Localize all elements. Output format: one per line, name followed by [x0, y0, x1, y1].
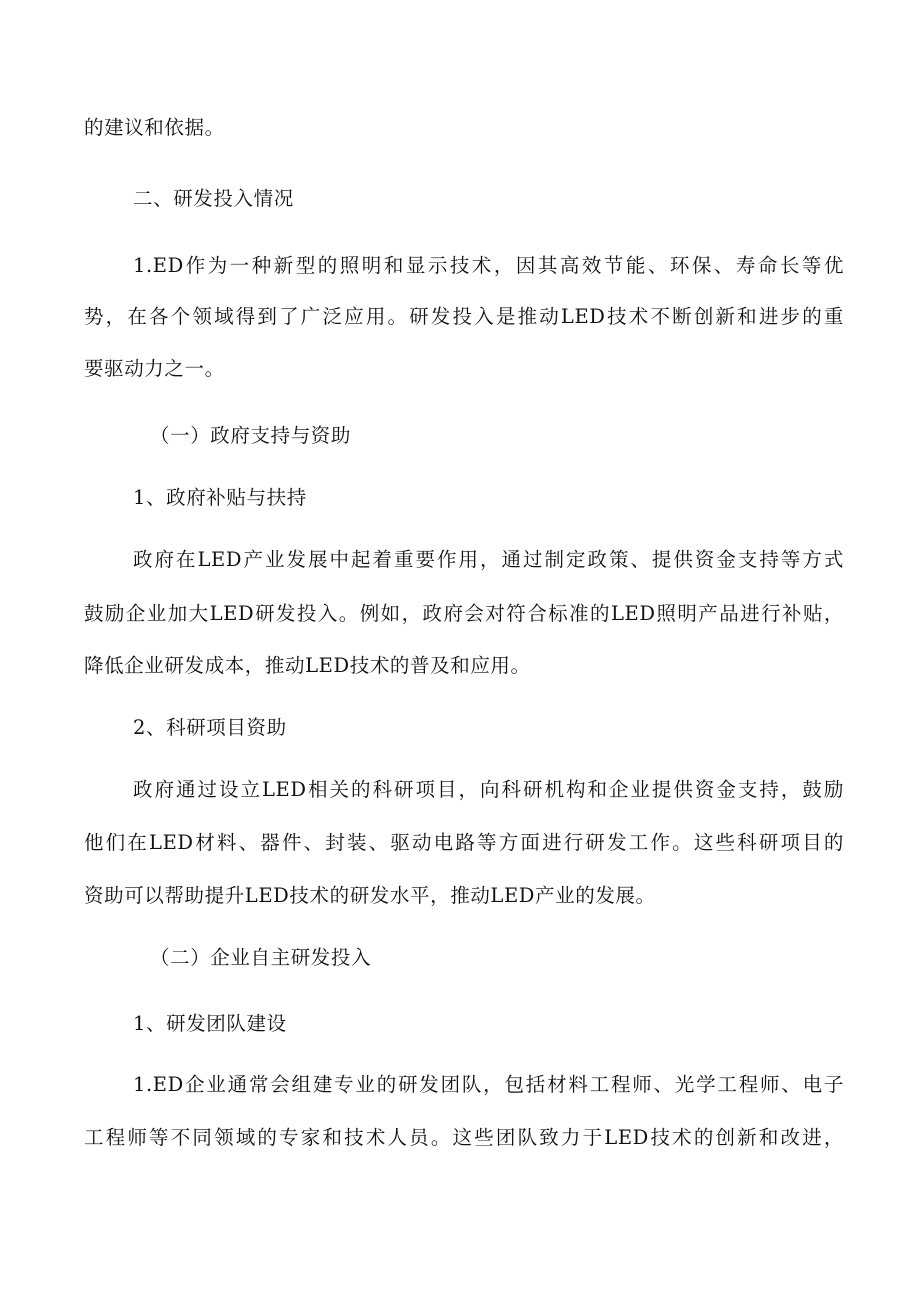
- paragraph-line: 的建议和依据。: [84, 116, 225, 139]
- paragraph-line: 资助可以帮助提升LED技术的研发水平，推动LED产业的发展。: [84, 884, 656, 907]
- item-heading: 1、研发团队建设: [133, 1012, 287, 1035]
- paragraph-line: 降低企业研发成本，推动LED技术的普及和应用。: [84, 654, 531, 677]
- paragraph-line: 1.ED企业通常会组建专业的研发团队，包括材料工程师、光学工程师、电子: [133, 1073, 844, 1096]
- subsection-heading: （一）政府支持与资助: [150, 424, 352, 447]
- paragraph-line: 势，在各个领域得到了广泛应用。研发投入是推动LED技术不断创新和进步的重: [84, 305, 844, 328]
- item-heading: 2、科研项目资助: [133, 716, 287, 739]
- subsection-heading: （二）企业自主研发投入: [150, 946, 372, 969]
- paragraph-line: 工程师等不同领域的专家和技术人员。这些团队致力于LED技术的创新和改进，: [84, 1126, 844, 1149]
- paragraph-line: 要驱动力之一。: [84, 357, 225, 380]
- paragraph-line: 1.ED作为一种新型的照明和显示技术，因其高效节能、环保、寿命长等优: [133, 254, 844, 277]
- paragraph-line: 他们在LED材料、器件、封装、驱动电路等方面进行研发工作。这些科研项目的: [84, 831, 844, 854]
- paragraph-line: 鼓励企业加大LED研发投入。例如，政府会对符合标准的LED照明产品进行补贴，: [84, 602, 844, 625]
- paragraph-line: 政府通过设立LED相关的科研项目，向科研机构和企业提供资金支持，鼓励: [133, 778, 844, 801]
- item-heading: 1、政府补贴与扶持: [133, 486, 307, 509]
- section-heading: 二、研发投入情况: [133, 187, 294, 210]
- paragraph-line: 政府在LED产业发展中起着重要作用，通过制定政策、提供资金支持等方式: [133, 548, 844, 571]
